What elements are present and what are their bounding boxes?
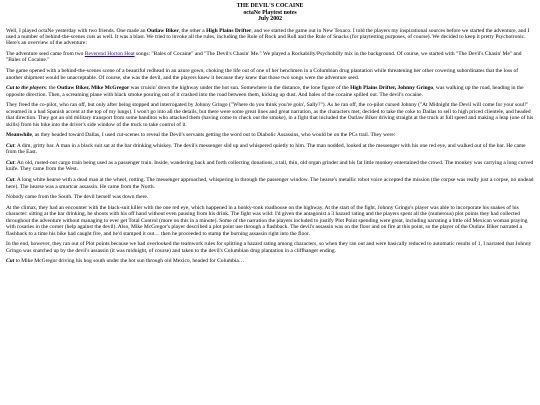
doc-subtitle: octaNe Playtest notes bbox=[243, 9, 297, 16]
paragraph-opening: The game opened with a behind-the-scenes scene of a beautiful redhead in an azure gown, choking the life out of one of her henchmen in a Columbian drug plantation while threatening her other cowering subordinates that the loss of another shipment would be unacceptable. Of course, she was the devil, and the players knew it because they knew that those two songs were the adventure seed. bbox=[6, 68, 519, 81]
paragraph-meanwhile: Meanwhile, as they headed toward Dallas, I used cut-scenes to reveal the Devil's servants getting the word out to Diabolic Assassins, who would be on the PCs trail. They were: bbox=[6, 132, 396, 139]
paragraph-climax: At the climax, they had an encounter with the black-suit killer with the one red eye, which happened in a honky-tonk roadhouse on the highway. At the start of the fight, Johnny Gringo's player was able to incorporate his snakes of his character: sitting at the bar drinking, he shoots with his off hand without even pausing from his drink. The fight was wild: I'd given the antagonist a 3 hazard rating and the players spent all the (numerous) plot points they had collected throughout the adventure without managing to ever get Total Control (more on this in a minute). Some of the narration the players included to justify Plot Point spending were great, including narrating a little old Mexican woman praying with rosaries in the corner (help against the devil). Also, Mike McGregor's player described a plot point use through a flashback. The devil's assassin was on the floor and on fire at this point, so the player of the Outlaw Biker narrated a flashback to a time his bike had caught fire, and he'd stamped it out… then he proceeded to stamp the burning assassin right into the floor. bbox=[6, 205, 528, 237]
doc-date: July 2002 bbox=[257, 16, 283, 22]
title-block bbox=[6, 3, 534, 23]
paragraph-cut-train: Cut: An old, rusted-out cargo train being used as a passenger train. Inside, wandering back and forth collecting donations, a tall, thin, old organ grinder and his fat little monkey entertained the crowd. The monkey was carrying a long curved knife. They came from the West. bbox=[6, 160, 534, 173]
paragraph-seed: The adventure seed came from two Reverend Horton Heat songs: "Bales of Cocaine" and "The Devil's Chasin' Me." We played a Rockabilly/Psychobilly mix in the background. Of course, we started with "The Devil's Chasin' Me" and "Bales of Cocaine." bbox=[6, 51, 522, 64]
paragraph-ending: In the end, however, they ran out of Plot points because we had overlooked the teamwork rules for splitting a hazard rating among characters, so when they ran out and were basically reduced to automatic results of 1, I narrated that Johnny Gringo was snatched up by the devil's assassin (it was midnight, of course) and taken to the devil's Columbian drug plantation in a cliffhanger ending. bbox=[6, 241, 532, 254]
paragraph-final-cut: Cut to Mike McGregor driving his hog south under the hot sun through old Mexico, headed for Columbia… bbox=[6, 258, 245, 265]
paragraph-intro: Well, I played octaNe yesterday with two friends. One made an Outlaw Biker, the other a High Plains Drifter, and we started the game out in New Texaco. I told the players my inspirational sources before we started the adventure, and I used a number of behind-the-scenes cuts as well. It was a blast. We tried to invoke all the rules, including the Rule of Rock and Roll and the Rule of Snacks (for playtesting purposes, of course). We decided to keep it pretty Psychotronic. Here's an overview of the adventure: bbox=[6, 27, 530, 47]
reverend-horton-heat-link[interactable]: Reverend Horton Heat bbox=[84, 51, 135, 58]
paragraph-cut-players: Cut to the players: the Outlaw Biker, Mike McGregor was cruisin' down the highway under the hot sun. Somewhere in the distance, the lone figure of the High Plains Drifter, Johnny Gringo, was walking up the road, heading in the opposite direction. Then, a screaming plane with black smoke pouring out of it crashed into the road between them, kicking up dust. And bales of the cocaine spilled out. The devil's cocaine. bbox=[6, 85, 524, 98]
paragraph-south: Nobody came from the South. The devil herself was down there. bbox=[6, 194, 149, 201]
paragraph-copilot: They freed the co-pilot, who ran off, but only after being stopped and interrogated by Johnny Gringo ("Where do you think you're goin', Sally?"). As he ran off, the co-pilot cursed Johnny ("At Midnight the Devil will come for your soul!" screamed in a bad Spanish accent at the top of my lungs). I won't go into all the details, but there were some great lines and great narration, as the characters met, decided to take the coke to Dallas to sell to high priced clientele, and headed that direction. They got an old military transport from some banditos who attacked them (having come to check out the smoke), in a fight that included the Outlaw Biker driving straight at the truck at full speed and making a leap (one of his skills) from his bike into the driver's side window of the truck to take control of it. bbox=[6, 102, 534, 128]
paragraph-cut-bar: Cut: A dim, gritty bar. A man in a black suit sat at the bar drinking whiskey. The devil's messenger slid up and whispered quietly to him. The man nodded, looked at the messenger with his one red eye, and walked out of the bar. He came from the East. bbox=[6, 142, 526, 156]
paragraph-cut-hearse: Cut: A long white hearse with a dead man at the wheel, rotting. The messenger approached, whispering in through the passenger window. The hearse's metallic robot voice accepted the mission (the corpse was really just a corpse, no undead here). The hearse was a smartcar assassin. He came from the North. bbox=[6, 177, 534, 190]
doc-title: THE DEVIL'S COCAINE bbox=[236, 3, 304, 9]
